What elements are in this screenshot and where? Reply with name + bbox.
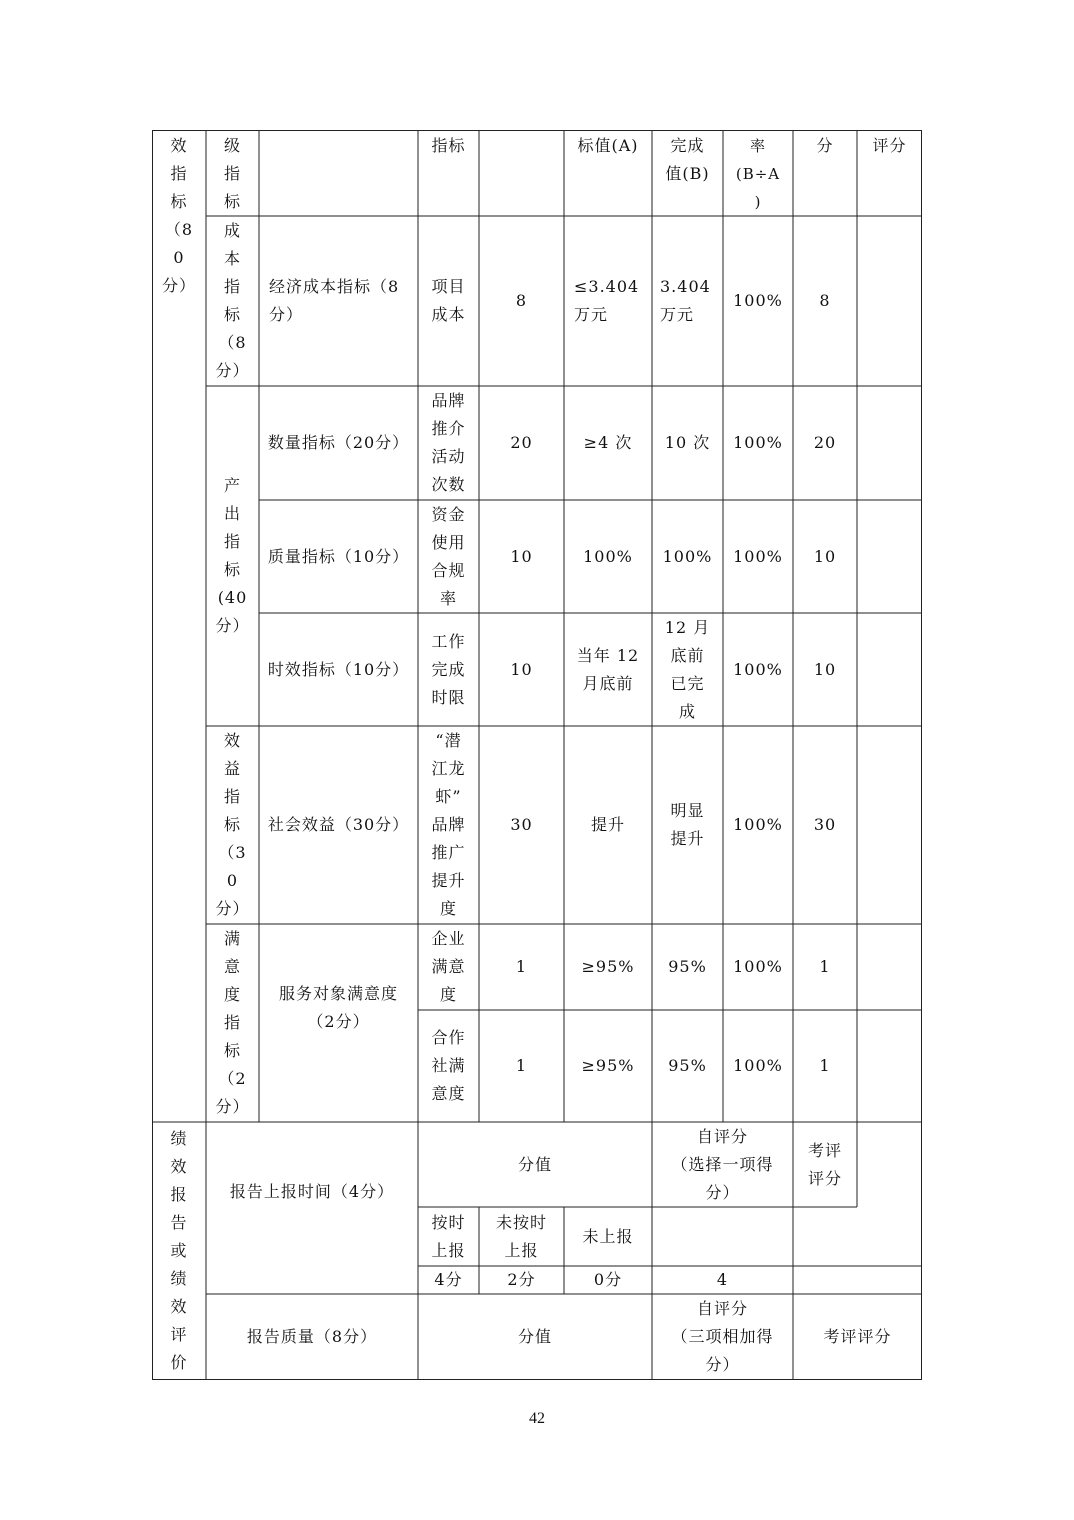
target-value-cell: 100% [583, 546, 633, 566]
target-value-cell: ≤3.404 万元 [574, 277, 640, 324]
weight-cell: 1 [515, 957, 528, 976]
weight-cell: 20 [510, 433, 533, 452]
report-time-value-header: 分值 [517, 1154, 552, 1174]
header-review-score: 评分 [872, 136, 907, 155]
sub-indicator-social-benefit: 社会效益（30分） [267, 815, 410, 834]
sub-indicator-timeliness: 时效指标（10分） [267, 659, 410, 679]
indicator-promotion-count: 品牌 推介 活动 次数 [431, 391, 466, 494]
header-indicator: 指标 [431, 136, 466, 155]
rate-cell: 100% [733, 815, 783, 834]
score-cell: 10 [813, 659, 837, 679]
target-value-cell: 提升 [590, 815, 625, 834]
report-submission-time-label: 报告上报时间（4分） [229, 1182, 395, 1201]
header-score: 分 [816, 136, 834, 155]
indicator-project-cost: 项目 成本 [431, 277, 466, 324]
option-not-submitted: 未上报 [582, 1226, 634, 1246]
score-cell: 10 [813, 546, 837, 566]
rate-cell: 100% [733, 1056, 783, 1075]
weight-cell: 1 [515, 1056, 528, 1075]
level-benefit-indicator: 效 益 指 标 （3 0 分） [215, 731, 250, 918]
score-cell: 30 [813, 815, 837, 834]
target-value-cell: ≥95% [581, 1056, 635, 1075]
report-time-self-score: 4 [716, 1270, 729, 1289]
actual-value-cell: 95% [668, 1056, 707, 1075]
rate-cell: 100% [733, 957, 783, 976]
score-cell: 1 [819, 957, 831, 976]
score-cell: 8 [819, 291, 831, 310]
actual-value-cell: 12 月 底前 已完 成 [664, 617, 711, 721]
option-late: 未按时 上报 [495, 1212, 547, 1260]
score-cell: 1 [819, 1056, 831, 1075]
sub-indicator-quantity: 数量指标（20分） [267, 433, 410, 452]
report-time-self-score-header: 自评分 （选择一项得 分） [671, 1126, 774, 1202]
weight-cell: 10 [510, 659, 533, 679]
rate-cell: 100% [733, 659, 783, 679]
points-not-submitted: 0分 [593, 1270, 623, 1289]
rate-cell: 100% [733, 546, 783, 566]
indicator-completion-deadline: 工作 完成 时限 [431, 631, 466, 707]
report-time-review-header: 考评 评分 [807, 1140, 842, 1188]
option-on-time: 按时 上报 [431, 1212, 466, 1260]
sub-indicator-quality: 质量指标（10分） [267, 546, 410, 566]
weight-cell: 10 [510, 546, 533, 566]
header-target-value: 标值(A) [577, 136, 639, 155]
level-satisfaction-indicator: 满 意 度 指 标 （2 分） [215, 929, 250, 1116]
actual-value-cell: 3.404 万元 [660, 277, 711, 324]
sub-indicator-economic-cost: 经济成本指标（8 分） [269, 277, 400, 324]
report-quality-self-score-header: 自评分 （三项相加得 分） [671, 1299, 774, 1374]
header-actual-value: 完成 值(B) [665, 136, 710, 183]
level-cost-indicator: 成 本 指 标 （8 分） [215, 221, 250, 380]
actual-value-cell: 100% [662, 546, 713, 566]
report-quality-review-header: 考评评分 [823, 1327, 892, 1346]
indicator-enterprise-satisfaction: 企业 满意 度 [431, 929, 466, 1004]
points-late: 2分 [507, 1270, 536, 1289]
page-number: 42 [529, 1410, 545, 1427]
points-on-time: 4分 [434, 1270, 463, 1289]
report-quality-label: 报告质量（8分） [246, 1327, 378, 1346]
rate-cell: 100% [733, 433, 783, 452]
actual-value-cell: 10 次 [664, 433, 711, 452]
performance-table [152, 130, 922, 1380]
indicator-cooperative-satisfaction: 合作 社满 意度 [431, 1028, 466, 1103]
sub-indicator-service-satisfaction: 服务对象满意度 （2分） [278, 984, 398, 1031]
indicator-fund-compliance: 资金 使用 合规 率 [431, 504, 466, 608]
weight-cell: 30 [510, 815, 533, 834]
header-level-indicator: 级 指 标 [223, 136, 241, 211]
indicator-brand-promotion: “潜 江龙 虾” 品牌 推广 提升 度 [431, 731, 466, 918]
target-value-cell: 当年 12 月底前 [576, 645, 640, 693]
report-quality-value-header: 分值 [517, 1327, 552, 1346]
report-section-label: 绩 效 报 告 或 绩 效 评 价 [170, 1129, 188, 1372]
actual-value-cell: 95% [668, 957, 707, 976]
first-level-indicator-label: 效 指 标 （8 0 分） [161, 136, 196, 295]
weight-cell: 8 [515, 291, 528, 310]
header-completion-rate: 率 (B÷A ) [735, 137, 781, 211]
actual-value-cell: 明显 提升 [670, 801, 705, 848]
level-output-indicator: 产 出 指 标 (40 分） [215, 476, 250, 635]
target-value-cell: ≥4 次 [583, 433, 633, 452]
rate-cell: 100% [733, 291, 783, 310]
target-value-cell: ≥95% [581, 957, 635, 976]
score-cell: 20 [813, 433, 837, 452]
